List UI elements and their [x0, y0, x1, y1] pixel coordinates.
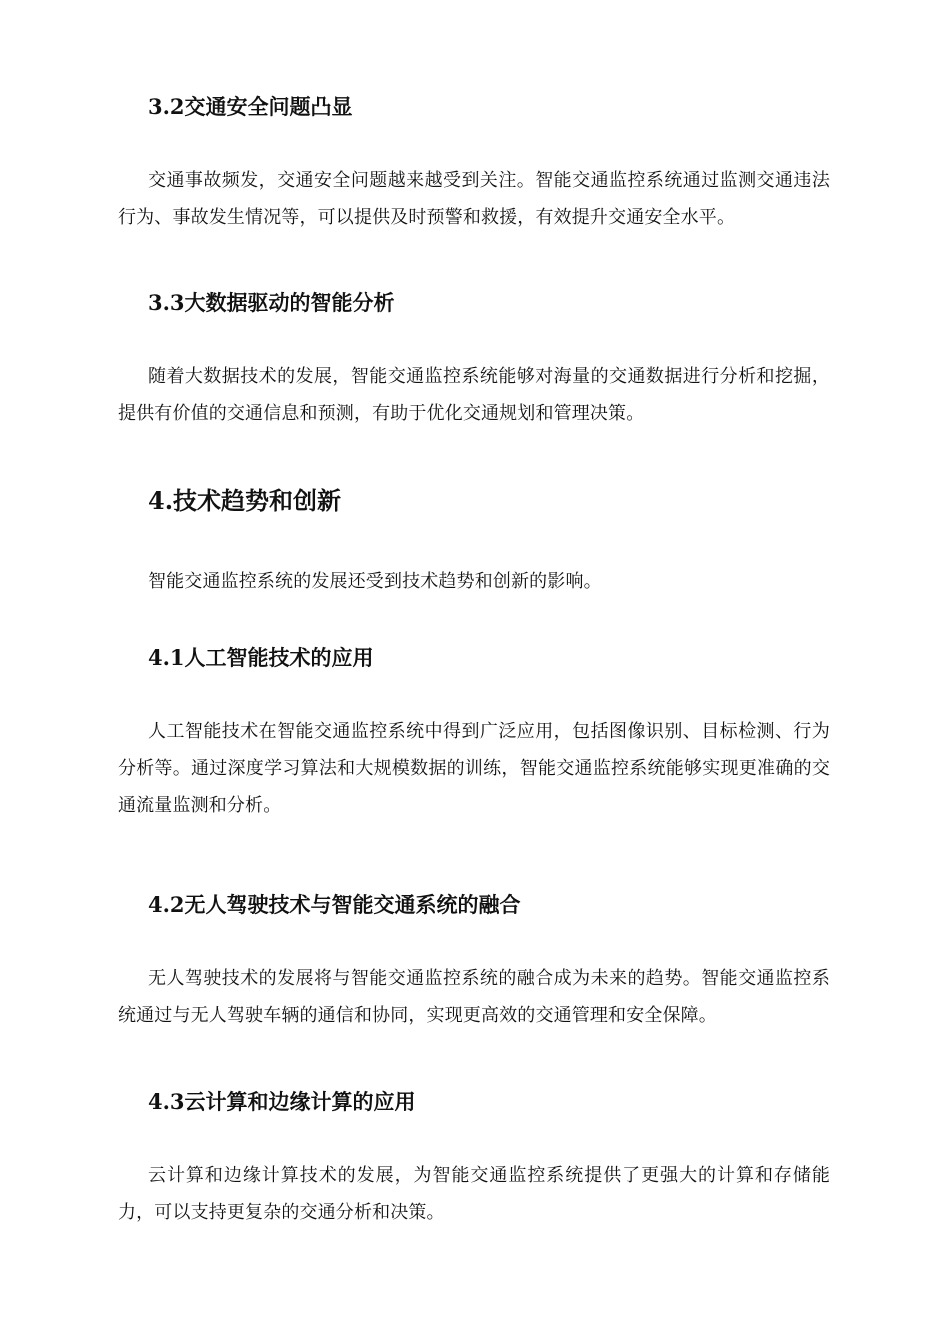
section-body-3-3: 随着大数据技术的发展，智能交通监控系统能够对海量的交通数据进行分析和挖掘，提供有价值的交通信息和预测，有助于优化交通规划和管理决策。 — [118, 366, 830, 424]
section-body-4: 智能交通监控系统的发展还受到技术趋势和创新的影响。 — [148, 571, 602, 592]
section-heading-4-3: 4.3云计算和边缘计算的应用 — [148, 1089, 416, 1114]
section-body-3-2: 交通事故频发，交通安全问题越来越受到关注。智能交通监控系统通过监测交通违法行为、事故发生情况等，可以提供及时预警和救援，有效提升交通安全水平。 — [118, 170, 830, 228]
section-body-4-2: 无人驾驶技术的发展将与智能交通监控系统的融合成为未来的趋势。智能交通监控系统通过与无人驾驶车辆的通信和协同，实现更高效的交通管理和安全保障。 — [118, 968, 830, 1026]
section-body-4-3: 云计算和边缘计算技术的发展，为智能交通监控系统提供了更强大的计算和存储能力，可以支持更复杂的交通分析和决策。 — [118, 1165, 830, 1223]
section-heading-4: 4.技术趋势和创新 — [148, 486, 342, 515]
section-heading-4-2: 4.2无人驾驶技术与智能交通系统的融合 — [148, 892, 521, 917]
section-heading-3-2: 3.2交通安全问题凸显 — [148, 94, 353, 119]
section-heading-4-1: 4.1人工智能技术的应用 — [148, 645, 374, 670]
section-body-4-1: 人工智能技术在智能交通监控系统中得到广泛应用，包括图像识别、目标检测、行为分析等。通过深度学习算法和大规模数据的训练，智能交通监控系统能够实现更准确的交通流量监测和分析。 — [118, 721, 830, 816]
section-heading-3-3: 3.3大数据驱动的智能分析 — [148, 290, 395, 315]
